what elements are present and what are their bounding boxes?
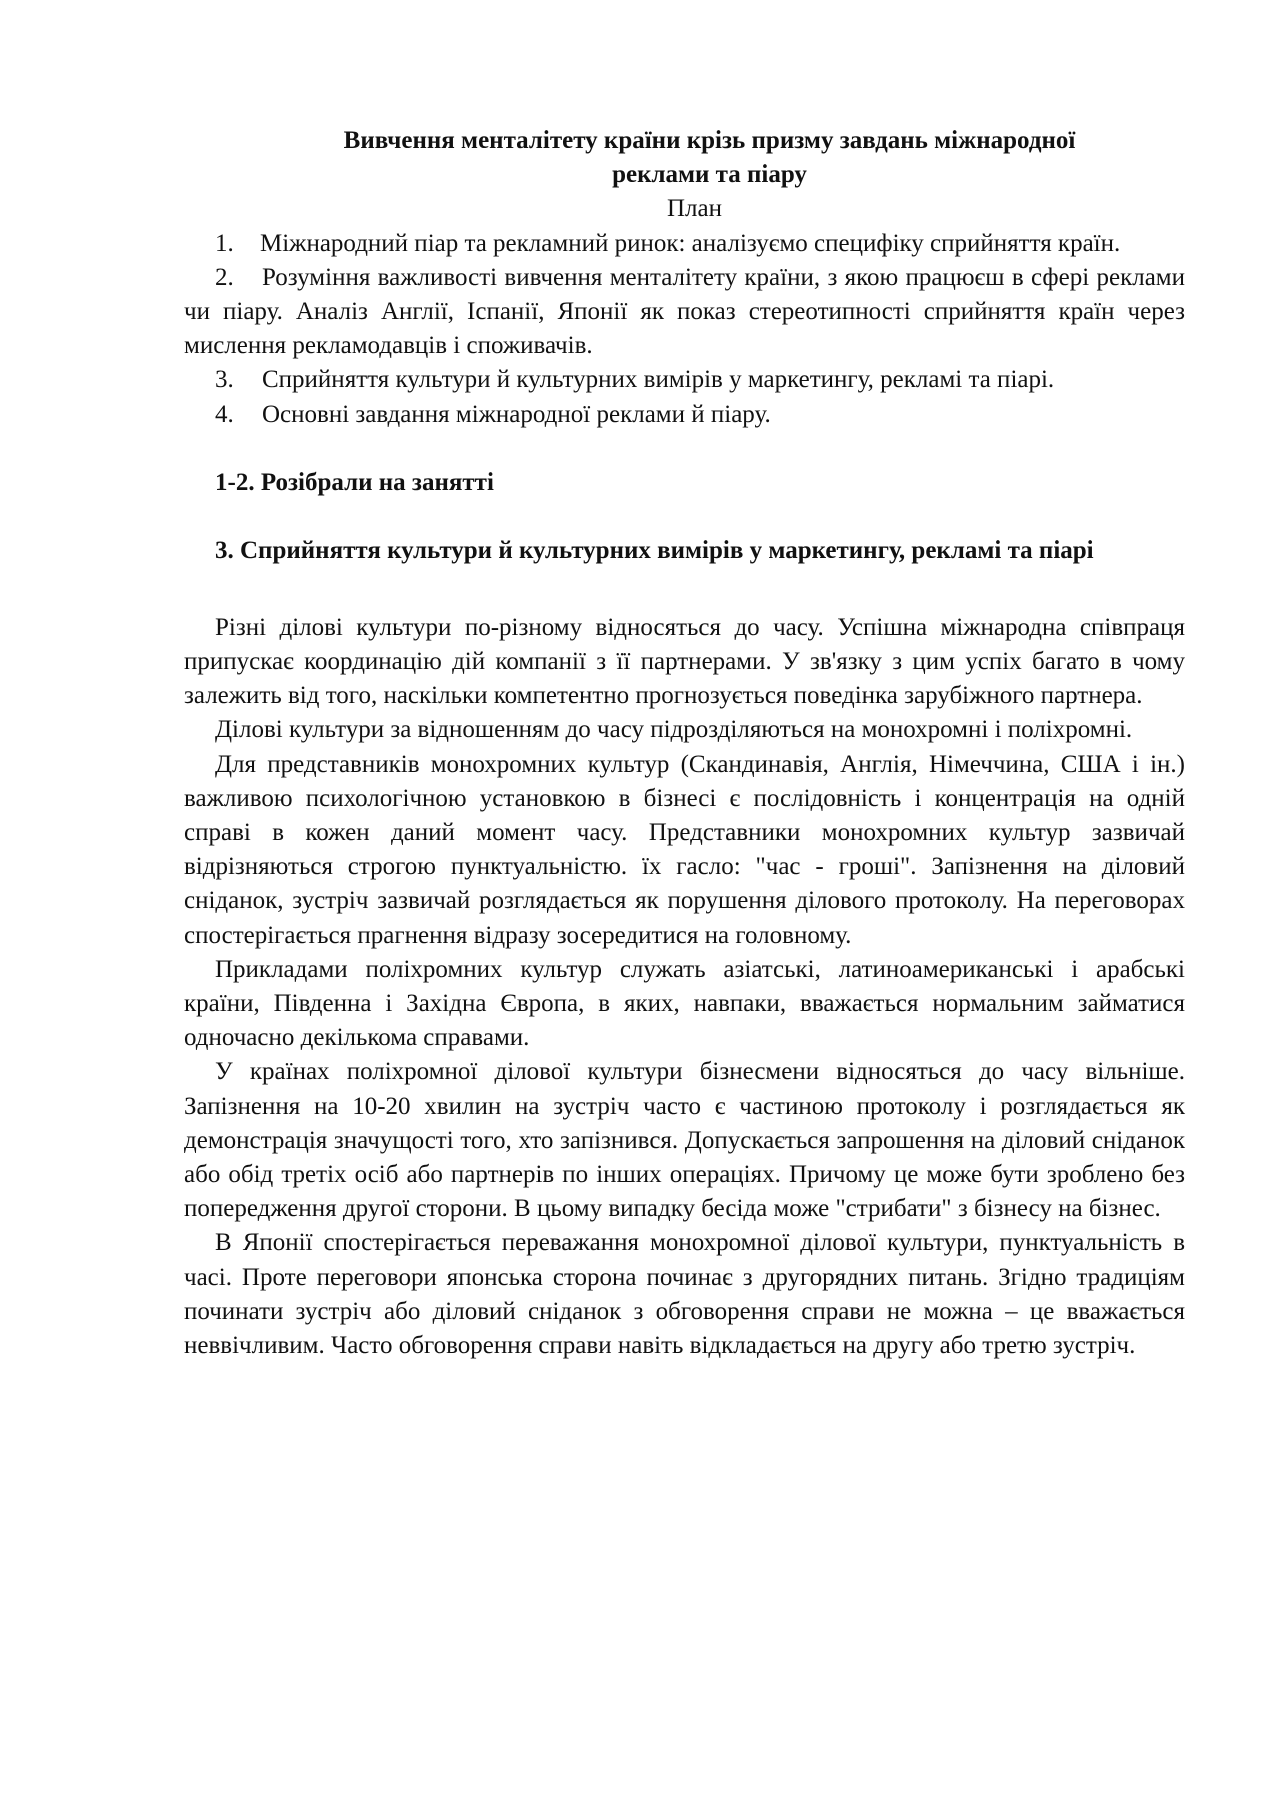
plan-item-text: Сприйняття культури й культурних вимірів у маркетингу, рекламі та піарі. bbox=[262, 366, 1055, 394]
plan-item bbox=[184, 363, 1185, 397]
plan-item-text: Міжнародний піар та рекламний ринок: аналізуємо специфіку сприйняття країн. bbox=[260, 229, 1121, 257]
plan-item-number: 1. bbox=[215, 229, 234, 257]
plan-item-text: Розуміння важливості вивчення менталітету країни, з якою працюєш в сфері реклами чи піару. Аналіз Англії, Іспанії, Японії як показ стереотипності сприйняття країн через мислення рекламодавців і споживачів. bbox=[184, 263, 1185, 360]
body-paragraph: Різні ділові культури по-різному відносяться до часу. Успішна міжнародна співпраця припускає координацію дій компанії з її партнерами. У зв'язку з цим успіх багато в чому залежить від того, наскільки компетентно прогнозується поведінка зарубіжного партнера. bbox=[184, 613, 1185, 710]
section-3-heading: 3. Сприйняття культури й культурних вимірів у маркетингу, рекламі та піарі bbox=[215, 537, 1094, 565]
plan-item-number: 2. bbox=[215, 263, 234, 291]
body-paragraph: В Японії спостерігається переважання монохромної ділової культури, пунктуальність в часі. Проте переговори японська сторона починає з другорядних питань. Згідно традиціям починати зустріч або діловий сніданок з обговорення справи не можна – це вважається неввічливим. Часто обговорення справи навіть відкладається на другу або третю зустріч. bbox=[184, 1229, 1185, 1360]
plan-item bbox=[184, 261, 1185, 364]
plan-item-number: 3. bbox=[215, 366, 234, 394]
blank-line bbox=[184, 500, 1185, 534]
plan-item bbox=[184, 227, 1185, 261]
document-title bbox=[184, 124, 1185, 192]
body-paragraph: Ділові культури за відношенням до часу підрозділяються на монохромні і поліхромні. bbox=[215, 716, 1133, 744]
body-paragraph: У країнах поліхромної ділової культури бізнесмени відносяться до часу вільніше. Запізнення на 10-20 хвилин на зустріч часто є частиною протоколу і розглядається як демонстрація значущості того, хто запізнився. Допускається запрошення на діловий сніданок або обід третіх осіб або партнерів по інших операціях. Причому це може бути зроблено без попередження другої сторони. В цьому випадку бесіда може "стрибати" з бізнесу на бізнес. bbox=[184, 1058, 1185, 1223]
plan-item-text: Основні завдання міжнародної реклами й піару. bbox=[262, 400, 771, 428]
plan-item-number: 4. bbox=[215, 400, 234, 428]
plan-label: План bbox=[666, 195, 722, 223]
plan-list bbox=[184, 227, 1185, 432]
title-line-2: реклами та піару bbox=[612, 161, 807, 189]
body-paragraph: Для представників монохромних культур (Скандинавія, Англія, Німеччина, США і ін.) важливою психологічною установкою в бізнесі є послідовність і концентрація на одній справі в кожен даний момент часу. Представники монохромних культур зазвичай відрізняються строгою пунктуальністю. їх гасло: "час - гроші". Запізнення на діловий сніданок, зустріч зазвичай розглядається як порушення ділового протоколу. На переговорах спостерігається прагнення відразу зосередитися на головному. bbox=[184, 750, 1185, 949]
blank-line bbox=[184, 432, 1185, 466]
body-paragraph: Прикладами поліхромних культур служать азіатські, латиноамериканські і арабські країни, Південна і Західна Європа, в яких, навпаки, вважається нормальним займатися одночасно декількома справами. bbox=[184, 955, 1185, 1052]
document-page bbox=[184, 124, 1185, 1363]
blank-space bbox=[184, 603, 1185, 611]
title-line-1: Вивчення менталітету країни крізь призму завдань міжнародної bbox=[343, 127, 1076, 154]
section-1-2-heading: 1-2. Розібрали на занятті bbox=[215, 469, 494, 497]
blank-line bbox=[184, 569, 1185, 603]
plan-item bbox=[184, 398, 1185, 432]
